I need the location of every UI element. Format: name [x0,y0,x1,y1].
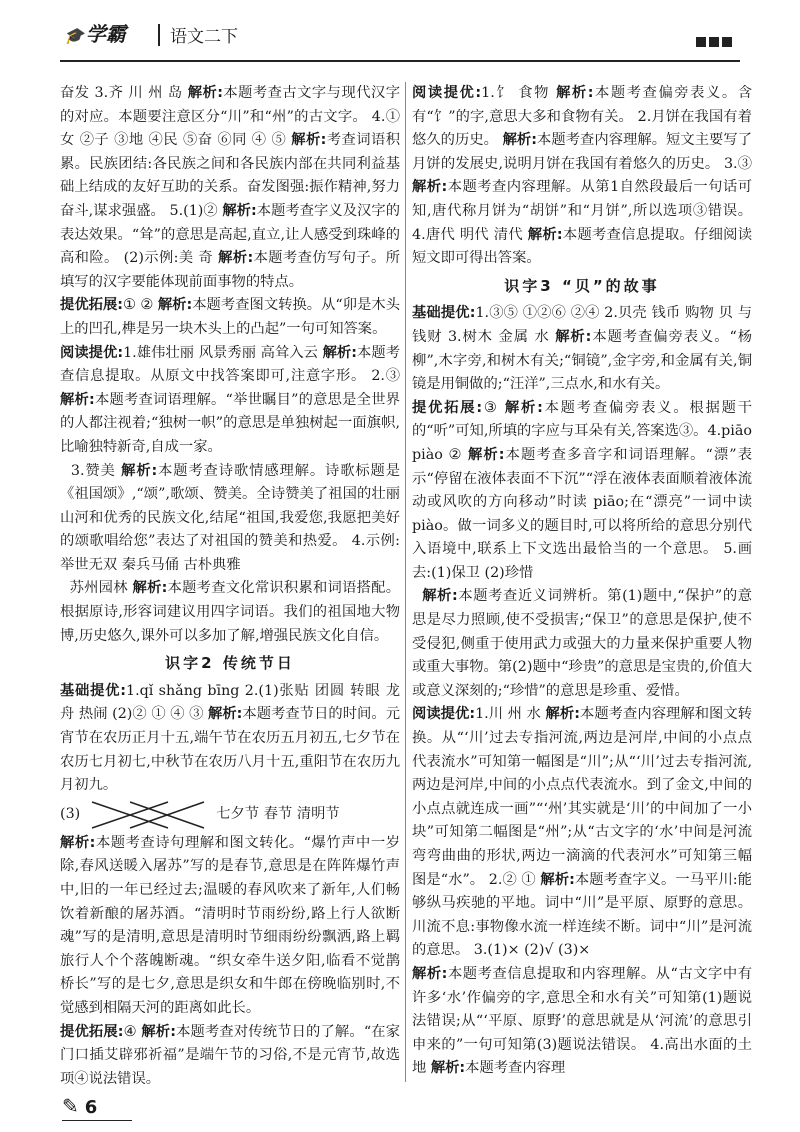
subject-title: 语文二下 [170,27,238,47]
paragraph: 奋发 3.齐 川 州 岛 解析:本题考查古文字与现代汉字的对应。本题要注意区分“川”和“州”的古文字。 4.①女 ②子 ③地 ④民 ⑤奋 ⑥同 ④ ⑤ 解析:考查词语积累。民族团结:各民族之间和各民族内部在共同利益基础上结成的友好互助的关系。奋发图强:振作精神,努力奋斗,谋求强盛。 5.(1)② 解析:本题考查字义及汉字的表达效果。“耸”的意思是高起,直立,让人感受到珠峰的高和险。 (2)示例:美 奇 解析:本题考查仿写句子。所填写的汉字要能体现前面事物的特点。 [60,85,401,290]
graduation-cap-icon: 🎓 [64,26,84,45]
page-number: 6 [84,1097,98,1118]
paragraph: 阅读提优:1.饣 食物 解析:本题考查偏旁表义。含有“饣”的字,意思大多和食物有关。 2.月饼在我国有着悠久的历史。 解析:本题考查内容理解。短文主要写了月饼的发展史,说明月饼在我国有着悠久的历史。 3.③ 解析:本题考查内容理解。从第1自然段最后一句话可知,唐代称月饼为“胡饼”和“月饼”,所以选项③错误。 4.唐代 明代 清代 解析:本题考查信息提取。仔细阅读短文即可得出答案。 [412,85,753,267]
matching-lines-icon [88,798,208,832]
page-header [60,14,740,62]
footer-rule [62,1120,132,1121]
brand-logo [64,18,126,47]
paragraph: 提优拓展:① ② 解析:本题考查图文转换。从“卯是木头上的凹孔,榫是另一块木头上的凸起”一句可知答案。 [60,297,401,337]
pencil-icon: ✎ [62,1094,79,1118]
paragraph: 解析:本题考查信息提取和内容理解。从“古文字中有许多‘水’作偏旁的字,意思全和水有关”可知第(1)题说法错误;从“‘平原、原野’的意思就是从‘河流’的意思引申来的”一句可知第(3)题说法错误。 4.高出水面的土地 解析:本题考查内容理 [412,965,753,1077]
paragraph: 提优拓展:④ 解析:本题考查对传统节日的了解。“在家门口插艾辟邪祈福”是端午节的习俗,不是元宵节,故选项④说法错误。 [60,1023,401,1087]
paragraph: 解析:本题考查近义词辨析。第(1)题中,“保护”的意思是尽力照顾,使不受损害;“保卫”的意思是保护,使不受侵犯,侧重于使用武力或强大的力量来保护重要人物或重大事物。第(2)题中“珍贵”的意思是宝贵的,价值大或意义深刻的;“珍惜”的意思是珍重、爱惜。 [412,588,753,699]
paragraph: 苏州园林 解析:本题考查文化常识积累和词语搭配。根据原诗,形容词建议用四字词语。我们的祖国地大物博,历史悠久,课外可以多加了解,增强民族文化自信。 [60,580,401,644]
section-heading: 识字2 传统节日 [165,654,295,673]
matching-row: (3) 七夕节 春节 清明节 [60,798,400,832]
paragraph: 基础提优:1.qǐ shǎng bīng 2.(1)张贴 团圆 转眼 龙舟 热闹 (2)② ① ④ ③ 解析:本题考查节日的时间。元宵节在农历正月十五,端午节在农历五月初五,七夕节在农历七月初七,中秋节在农历八月十五,重阳节在农历九月初九。 [60,682,401,794]
paragraph: 阅读提优:1.川 州 水 解析:本题考查内容理解和图文转换。从“‘川’过去专指河流,两边是河岸,中间的小点点代表流水”可知第一幅图是“川”;从“‘川’过去专指河流,两边是河岸,中间的小点点代表流水。到了金文,中间的小点点就连成一画”“‘州’其实就是‘川’的中间加了一小块”可知第二幅图是“州”;从“古文字的‘水’中间是河流弯弯曲曲的形状,两边一滴滴的代表河水”可知第三幅图是“水”。 2.② ① 解析:本题考查字义。一马平川:能够纵马疾驰的平地。词中“川”是平原、原野的意思。川流不息:事物像水流一样连续不断。词中“川”是河流的意思。 3.(1)× (2)√ (3)× [412,706,753,959]
left-column [60,82,400,1091]
column-divider [405,82,406,1082]
header-separator [158,24,160,46]
paragraph: 基础提优:1.③⑤ ①②⑥ ②④ 2.贝壳 钱币 购物 贝 与 钱财 3.树木 金属 水 解析:本题考查偏旁表义。“杨柳”,木字旁,和树木有关;“铜镜”,金字旁,和金属有关,铜镜是用铜做的;“汪洋”,三点水,和水有关。 [412,305,753,393]
paragraph: 阅读提优:1.雄伟壮丽 风景秀丽 高耸入云 解析:本题考查信息提取。从原文中找答案即可,注意字形。 2.③ 解析:本题考查词语理解。“举世瞩目”的意思是全世界的人都注视着;“独树一帜”的意思是单独树起一面旗帜,比喻独特新奇,自成一家。 [60,344,401,455]
logo-text: 学霸 [85,22,126,46]
right-column [412,82,752,1081]
paragraph: 提优拓展:③ 解析:本题考查偏旁表义。根据题干的“听”可知,所填的字应与耳朵有关,答案选③。4.piāo piào ② 解析:本题考查多音字和词语理解。“漂”表示“停留在液体表面不下沉”“浮在液体表面顺着液体流动或风吹的方向移动”时读 piāo;在“漂亮”一词中读 piào。做一词多义的题目时,可以将所给的意思分别代入语境中,联系上下文选出最恰当的一个意思。 5.画去:(1)保卫 (2)珍惜 [412,399,753,581]
header-decoration [693,32,732,51]
paragraph: 3.赞美 解析:本题考查诗歌情感理解。诗歌标题是《祖国颂》,“颂”,歌颂、赞美。全诗赞美了祖国的壮丽山河和优秀的民族文化,结尾“祖国,我爱您,我愿把美好的颂歌唱给您”表达了对祖国的赞美和热爱。 4.示例:举世无双 秦兵马俑 古朴典雅 [60,462,401,573]
paragraph: (3) 七夕节 春节 清明节 解析:本题考查诗句理解和图文转化。“爆竹声中一岁除,春风送暖入屠苏”写的是春节,意思是在阵阵爆竹声中,旧的一年已经过去;温暖的春风吹来了新年,人们畅饮着新酿的屠苏酒。“清明时节雨纷纷,路上行人欲断魂”写的是清明,意思是清明时节细雨纷纷飘洒,路上羁旅行人个个落魄断魂。“织女牵牛送夕阳,临看不觉鹊桥长”写的是七夕,意思是织女和牛郎在傍晚临别时,不觉感到相隔天河的距离如此长。 [60,798,400,1021]
page-footer [62,1094,97,1118]
section-heading: 识字3 “贝”的故事 [504,276,660,295]
